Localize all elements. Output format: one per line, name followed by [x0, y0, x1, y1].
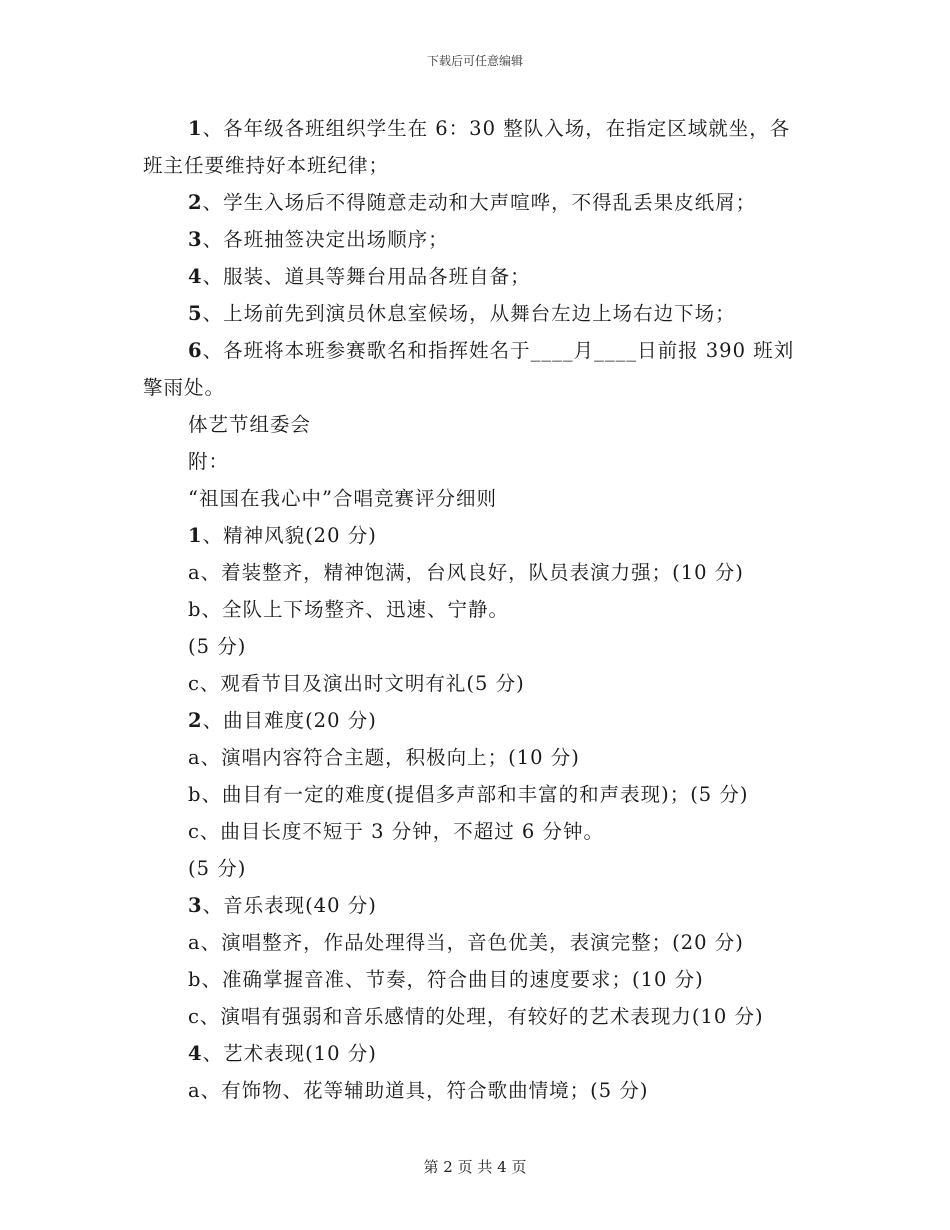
criterion-line: a、演唱内容符合主题，积极向上；(10 分): [188, 746, 580, 769]
section-2-heading: [143, 702, 808, 739]
item-text: 、各班将本班参赛歌名和指挥姓名于____月____日前报 390 班刘擎雨处。: [143, 339, 795, 399]
item-number: 4: [188, 265, 203, 288]
section-1-heading: [143, 517, 808, 554]
item-text: 、各班抽签决定出场顺序；: [202, 228, 449, 251]
item-text: 、服装、道具等舞台用品各班自备；: [202, 265, 531, 288]
criterion-line: b、曲目有一定的难度(提倡多声部和丰富的和声表现)；(5 分): [188, 783, 749, 806]
section-3-heading: [143, 887, 808, 924]
criterion-line: b、全队上下场整齐、迅速、宁静。: [188, 598, 509, 621]
section-title: 、曲目难度(20 分): [202, 709, 377, 732]
item-number: 5: [188, 302, 203, 325]
rule-item-4: [143, 258, 808, 295]
criterion-line: c、演唱有强弱和音乐感情的处理，有较好的艺术表现力(10 分): [188, 1005, 764, 1028]
rule-item-5: [143, 295, 808, 332]
item-number: 2: [188, 191, 203, 214]
section-title: 、艺术表现(10 分): [202, 1042, 377, 1065]
section-number: 3: [188, 894, 203, 917]
rule-item-1: [143, 110, 808, 184]
rule-item-3: [143, 221, 808, 258]
section-title: 、音乐表现(40 分): [202, 894, 377, 917]
organizer-signature: 体艺节组委会: [188, 413, 312, 436]
section-title: 、精神风貌(20 分): [202, 524, 377, 547]
criterion-line: c、曲目长度不短于 3 分钟，不超过 6 分钟。: [188, 820, 605, 843]
criterion-score: (5 分): [188, 857, 247, 880]
item-number: 3: [188, 228, 203, 251]
section-number: 2: [188, 709, 203, 732]
rule-item-6: [143, 332, 808, 406]
criterion-line: c、观看节目及演出时文明有礼(5 分): [188, 672, 525, 695]
item-number: 6: [188, 339, 203, 362]
document-body: [143, 110, 808, 1109]
section-4-heading: [143, 1035, 808, 1072]
criterion-line: a、有饰物、花等辅助道具，符合歌曲情境；(5 分): [188, 1079, 649, 1102]
page-header: 下载后可任意编辑: [426, 54, 523, 68]
section-number: 4: [188, 1042, 203, 1065]
criterion-line: a、演唱整齐，作品处理得当，音色优美，表演完整；(20 分): [188, 931, 744, 954]
rule-item-2: [143, 184, 808, 221]
page-footer: 第 2 页 共 4 页: [423, 1158, 527, 1176]
section-number: 1: [188, 524, 203, 547]
criterion-line: b、准确掌握音准、节奏，符合曲目的速度要求；(10 分): [188, 968, 704, 991]
item-text: 、上场前先到演员休息室候场，从舞台左边上场右边下场；: [202, 302, 736, 325]
item-text: 、学生入场后不得随意走动和大声喧哗，不得乱丢果皮纸屑；: [202, 191, 757, 214]
item-text: 、各年级各班组织学生在 6：30 整队入场，在指定区域就坐，各班主任要维持好本班纪律；: [143, 117, 791, 177]
criterion-score: (5 分): [188, 635, 247, 658]
appendix-title: “祖国在我心中”合唱竞赛评分细则: [188, 487, 497, 510]
criterion-line: a、着装整齐，精神饱满，台风良好，队员表演力强；(10 分): [188, 561, 744, 584]
appendix-label: 附：: [188, 450, 230, 473]
item-number: 1: [188, 117, 203, 140]
